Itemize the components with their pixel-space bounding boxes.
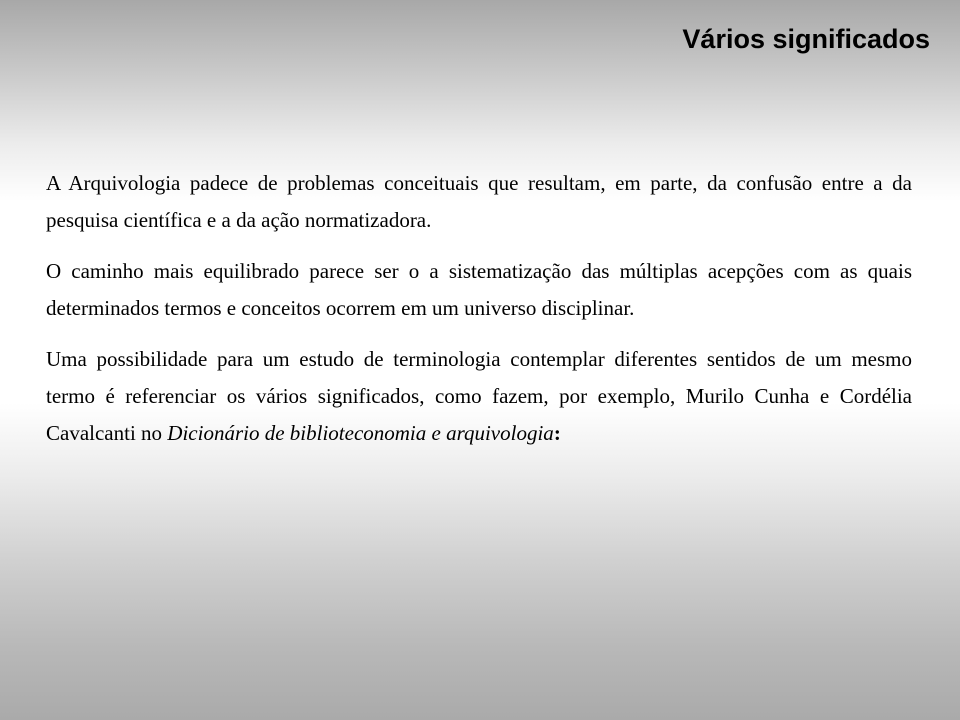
paragraph-3 [46,341,912,452]
paragraph-3-text: Uma possibilidade para um estudo de terminologia contemplar diferentes sentidos de um mesmo termo é referenciar os vários significados, como fazem, por exemplo, Murilo Cunha e Cordélia Cavalcanti no [46,347,912,445]
book-title: Dicionário de biblioteconomia e arquivologia [167,421,554,445]
paragraph-2: O caminho mais equilibrado parece ser o a sistematização das múltiplas acepções com as quais determinados termos e conceitos ocorrem em um universo disciplinar. [46,259,912,320]
slide-body [46,165,912,452]
closing-colon: : [553,421,561,445]
paragraph-1: A Arquivologia padece de problemas conceituais que resultam, em parte, da confusão entre a da pesquisa científica e a da ação normatizadora. [46,171,912,232]
slide-title: Vários significados [682,24,930,54]
